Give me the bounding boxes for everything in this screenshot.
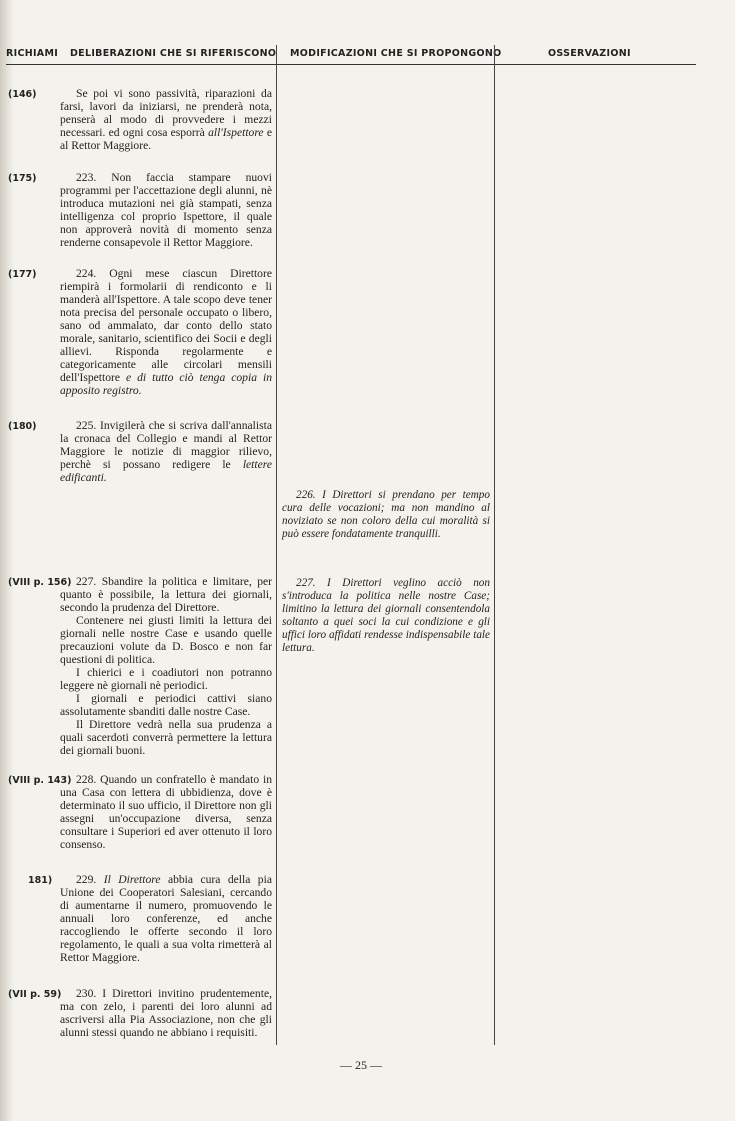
deliberation-entry: 224. Ogni mese ciascun Direttore riempirà i formolarii di rendiconto e li manderà all'Ispettore. A tale scopo deve tener nota precisa del personale occupato o libero, sano od ammalato, dar conto dello stato morale, sanitario, scientifico dei Socii e degli allievi. Risponda regolarmente e categoricamente alle circolari mensili dell'Ispettore e di tutto ciò tenga copia in apposito registro. [60, 267, 272, 397]
column-divider-2 [494, 45, 495, 1045]
ref-label: (175) [8, 173, 37, 184]
deliberation-entry: 229. Il Direttore abbia cura della pia Unione dei Cooperatori Salesiani, cercando di aumentarne il numero, promuovendo le annuali loro conferenze, ed anche raccogliendo le offerte secondo il loro regolamento, le quali a sua volta rimetterà al Rettor Maggiore. [60, 873, 272, 964]
ref-label: (180) [8, 421, 37, 432]
ref-label: (146) [8, 89, 37, 100]
modification-entry: 226. I Direttori si prendano per tempo cura delle vocazioni; ma non mandino al noviziato se non coloro della cui moralità si può essere fondatamente tranquilli. [282, 489, 490, 540]
ref-label: 181) [28, 875, 53, 886]
deliberation-entry: 227. Sbandire la politica e limitare, per quanto è possibile, la lettura dei giornali, secondo la prudenza del Direttore. Contenere nei giusti limiti la lettura dei giornali nelle nostre Case e usando quelle precauzioni volute da D. Bosco e non far questioni di politica. I chierici e i coadiutori non potranno leggere nè giornali nè periodici. I giornali e periodici cattivi siano assolutamente sbanditi dalle nostre Case. Il Direttore vedrà nella sua prudenza a quali sacerdoti converrà permettere la lettura dei giornali buoni. [60, 575, 272, 757]
header-rule [6, 64, 696, 65]
ref-label: (VIII p. 143) [8, 775, 72, 786]
header-richiami: RICHIAMI [6, 48, 59, 59]
deliberation-entry: 230. I Direttori invitino prudentemente, ma con zelo, i parenti dei loro alunni ad ascriversi alla Pia Associazione, non che gli alunni stessi quando ne abbiano i requisiti. [60, 987, 272, 1039]
column-divider-1 [276, 45, 277, 1045]
header-modificazioni: MODIFICAZIONI CHE SI PROPONGONO [290, 48, 502, 59]
page-spine-shadow [0, 0, 14, 1121]
header-osservazioni: OSSERVAZIONI [548, 48, 631, 59]
deliberation-entry: 223. Non faccia stampare nuovi programmi per l'accettazione degli alunni, nè introduca mutazioni nei già stampati, senza intelligenza col proprio Ispettore, il quale non approverà novità di momento senza renderne consapevole il Rettor Maggiore. [60, 171, 272, 249]
ref-label: (VIII p. 156) [8, 577, 72, 588]
ref-label: (177) [8, 269, 37, 280]
header-deliberazioni: DELIBERAZIONI CHE SI RIFERISCONO [70, 48, 277, 59]
ref-label: (VII p. 59) [8, 989, 62, 1000]
modification-entry: 227. I Direttori veglino acciò non s'introduca la politica nelle nostre Case; limitino la lettura dei giornali consentendola soltanto a quei soci la cui condizione e gli uffici loro affidati rendesse indispensabile tale lettura. [282, 577, 490, 654]
deliberation-entry: Se poi vi sono passività, riparazioni da farsi, lavori da iniziarsi, ne prenderà nota, penserà al modo di provvedere i mezzi necessari. ed ogni cosa esporrà all'Ispettore e al Rettor Maggiore. [60, 87, 273, 152]
deliberation-entry: 225. Invigilerà che si scriva dall'annalista la cronaca del Collegio e mandi al Rettor Maggiore le notizie di maggior rilievo, perchè si possano redigere le lettere edificanti. [60, 419, 272, 484]
page-number: — 25 — [340, 1058, 382, 1072]
deliberation-entry: 228. Quando un confratello è mandato in una Casa con lettera di ubbidienza, dove è determinato il suo ufficio, il Direttore non gli assegni un'occupazione diversa, senza consultare i Superiori ed aver ottenuto il loro consenso. [60, 773, 272, 851]
